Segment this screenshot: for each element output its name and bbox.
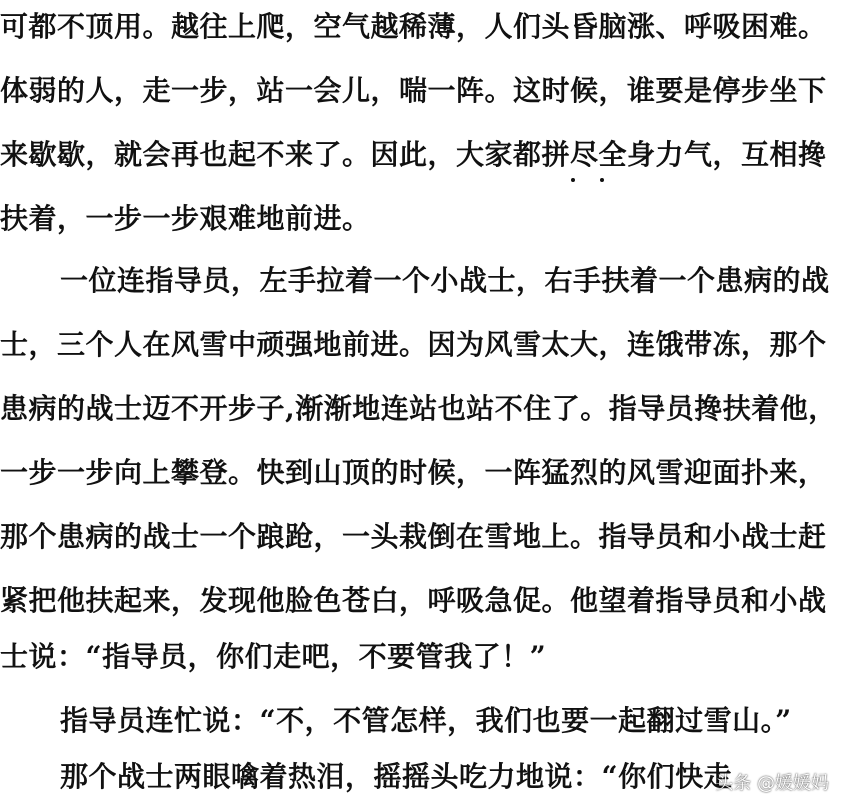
- emphasis-dot: [571, 178, 575, 182]
- paragraph-line: 患病的战士迈不开步子,渐渐地连站也站不住了。指导员搀扶着他，: [0, 392, 837, 425]
- paragraph-line: 紧把他扶起来，发现他脸色苍白，呼吸急促。他望着指导员和小战: [0, 584, 827, 617]
- paragraph-line: 士，三个人在风雪中顽强地前进。因为风雪太大，连饿带冻，那个: [0, 328, 827, 361]
- paragraph-line: 士说：“指导员，你们走吧，不要管我了！”: [0, 640, 547, 673]
- paragraph-line: 来歇歇，就会再也起不来了。因此，大家都拼尽全身力气，互相搀: [0, 138, 827, 171]
- emphasis-dot: [600, 178, 604, 182]
- paragraph-line-indented: 那个战士两眼噙着热泪，摇摇头吃力地说：“你们快走: [60, 760, 733, 793]
- paragraph-line: 一步一步向上攀登。快到山顶的时候，一阵猛烈的风雪迎面扑来，: [0, 456, 827, 489]
- paragraph-line: 可都不顶用。越往上爬，空气越稀薄，人们头昏脑涨、呼吸困难。: [0, 10, 827, 43]
- watermark: 头条 @媛媛妈: [715, 773, 829, 794]
- paragraph-line-indented: 指导员连忙说：“不，不管怎样，我们也要一起翻过雪山。”: [60, 704, 792, 737]
- paragraph-line: 那个患病的战士一个踉跄，一头栽倒在雪地上。指导员和小战士赶: [0, 520, 827, 553]
- paragraph-line-indented: 一位连指导员，左手拉着一个小战士，右手扶着一个患病的战: [60, 264, 830, 297]
- paragraph-line: 体弱的人，走一步，站一会儿，喘一阵。这时候，谁要是停步坐下: [0, 74, 827, 107]
- paragraph-line: 扶着，一步一步艰难地前进。: [0, 202, 371, 235]
